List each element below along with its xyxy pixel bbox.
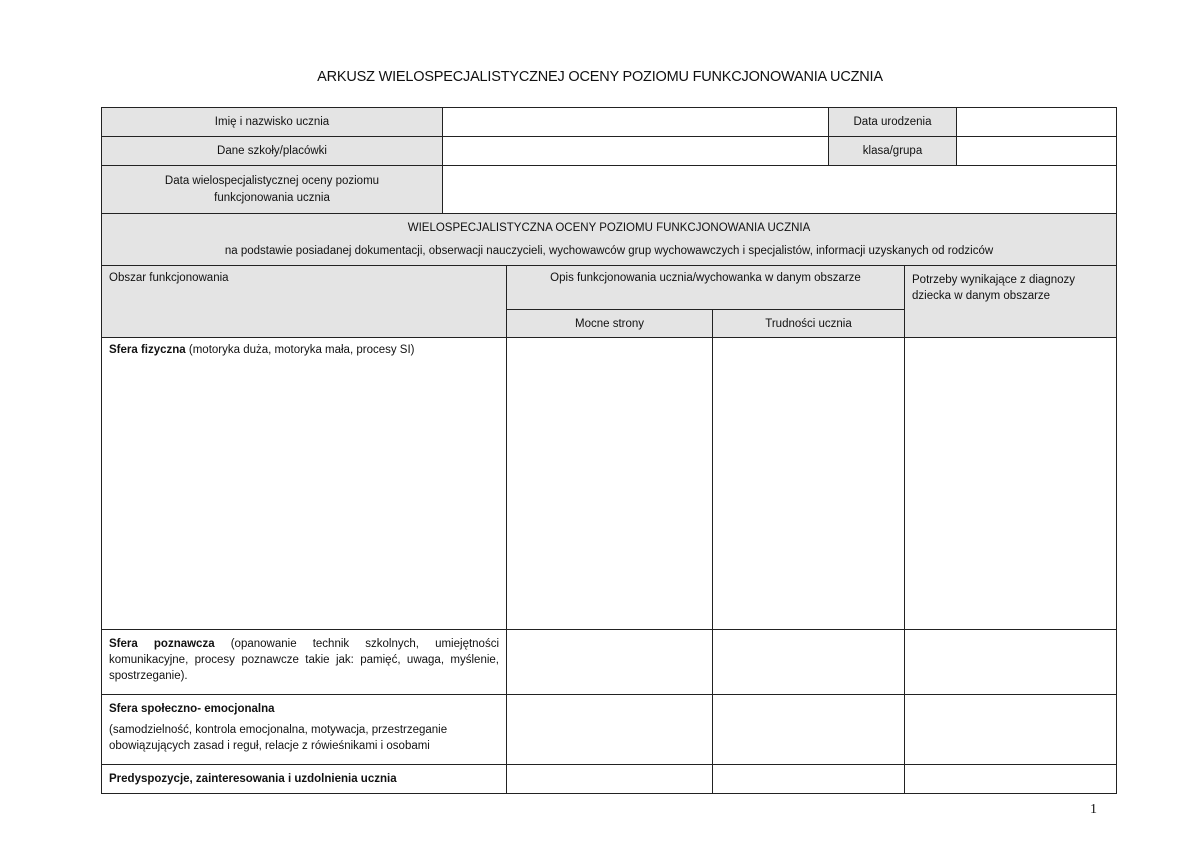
name-field[interactable] [443,108,829,137]
birth-date-field[interactable] [957,108,1117,137]
needs-cell[interactable] [905,338,1117,630]
table-row [102,338,1117,630]
needs-column-header: Potrzeby wynikające z diagnozy dziecka w danym obszarze [905,266,1117,338]
area-cell [102,695,507,765]
difficulties-cell[interactable] [713,630,905,695]
table-row [102,630,1117,695]
name-label: Imię i nazwisko ucznia [102,108,443,137]
section-header [102,214,1117,266]
area-cell [102,630,507,695]
evaluation-date-field[interactable] [443,166,1117,214]
class-label: klasa/grupa [829,137,957,166]
description-column-header: Opis funkcjonowania ucznia/wychowanka w danym obszarze [507,266,905,310]
section-heading: WIELOSPECJALISTYCZNA OCENY POZIOMU FUNKCJONOWANIA UCZNIA [407,221,811,234]
strengths-column-header: Mocne strony [507,310,713,338]
page-number: 1 [1090,802,1097,817]
needs-cell[interactable] [905,630,1117,695]
needs-cell[interactable] [905,765,1117,794]
section-subheading: na podstawie posiadanej dokumentacji, obserwacji nauczycieli, wychowawców grup wychowawczych i specjalistów, informacji uzyskanych od rodziców [224,244,994,257]
assessment-table [101,265,1117,794]
area-title: Sfera fizyczna [109,344,186,356]
difficulties-cell[interactable] [713,765,905,794]
area-description: (motoryka duża, motoryka mała, procesy SI) [185,344,415,356]
birth-date-label: Data urodzenia [829,108,957,137]
strengths-cell[interactable] [507,338,713,630]
school-label: Dane szkoły/placówki [102,137,443,166]
difficulties-cell[interactable] [713,695,905,765]
class-field[interactable] [957,137,1117,166]
area-title: Sfera społeczno- emocjonalna [109,703,275,715]
table-row [102,695,1117,765]
difficulties-column-header: Trudności ucznia [713,310,905,338]
document-title: ARKUSZ WIELOSPECJALISTYCZNEJ OCENY POZIOMU FUNKCJONOWANIA UCZNIA [317,69,883,85]
student-info-table [101,107,1117,266]
strengths-cell[interactable] [507,695,713,765]
evaluation-date-label: Data wielospecjalistycznej oceny poziomu funkcjonowania ucznia [102,166,443,214]
table-row [102,765,1117,794]
area-column-header: Obszar funkcjonowania [102,266,507,338]
area-cell [102,338,507,630]
school-field[interactable] [443,137,829,166]
strengths-cell[interactable] [507,765,713,794]
area-title: Predyspozycje, zainteresowania i uzdolnienia ucznia [102,765,507,794]
area-description: (opanowanie technik szkolnych, umiejętności komunikacyjne, procesy poznawcze takie jak: pamięć, uwaga, myślenie, spostrzeganie). [109,638,500,682]
area-title: Sfera poznawcza [109,638,215,650]
needs-cell[interactable] [905,695,1117,765]
area-description: (samodzielność, kontrola emocjonalna, motywacja, przestrzeganie obowiązujących zasad i reguł, relacje z rówieśnikami i osobami [109,724,448,752]
difficulties-cell[interactable] [713,338,905,630]
strengths-cell[interactable] [507,630,713,695]
